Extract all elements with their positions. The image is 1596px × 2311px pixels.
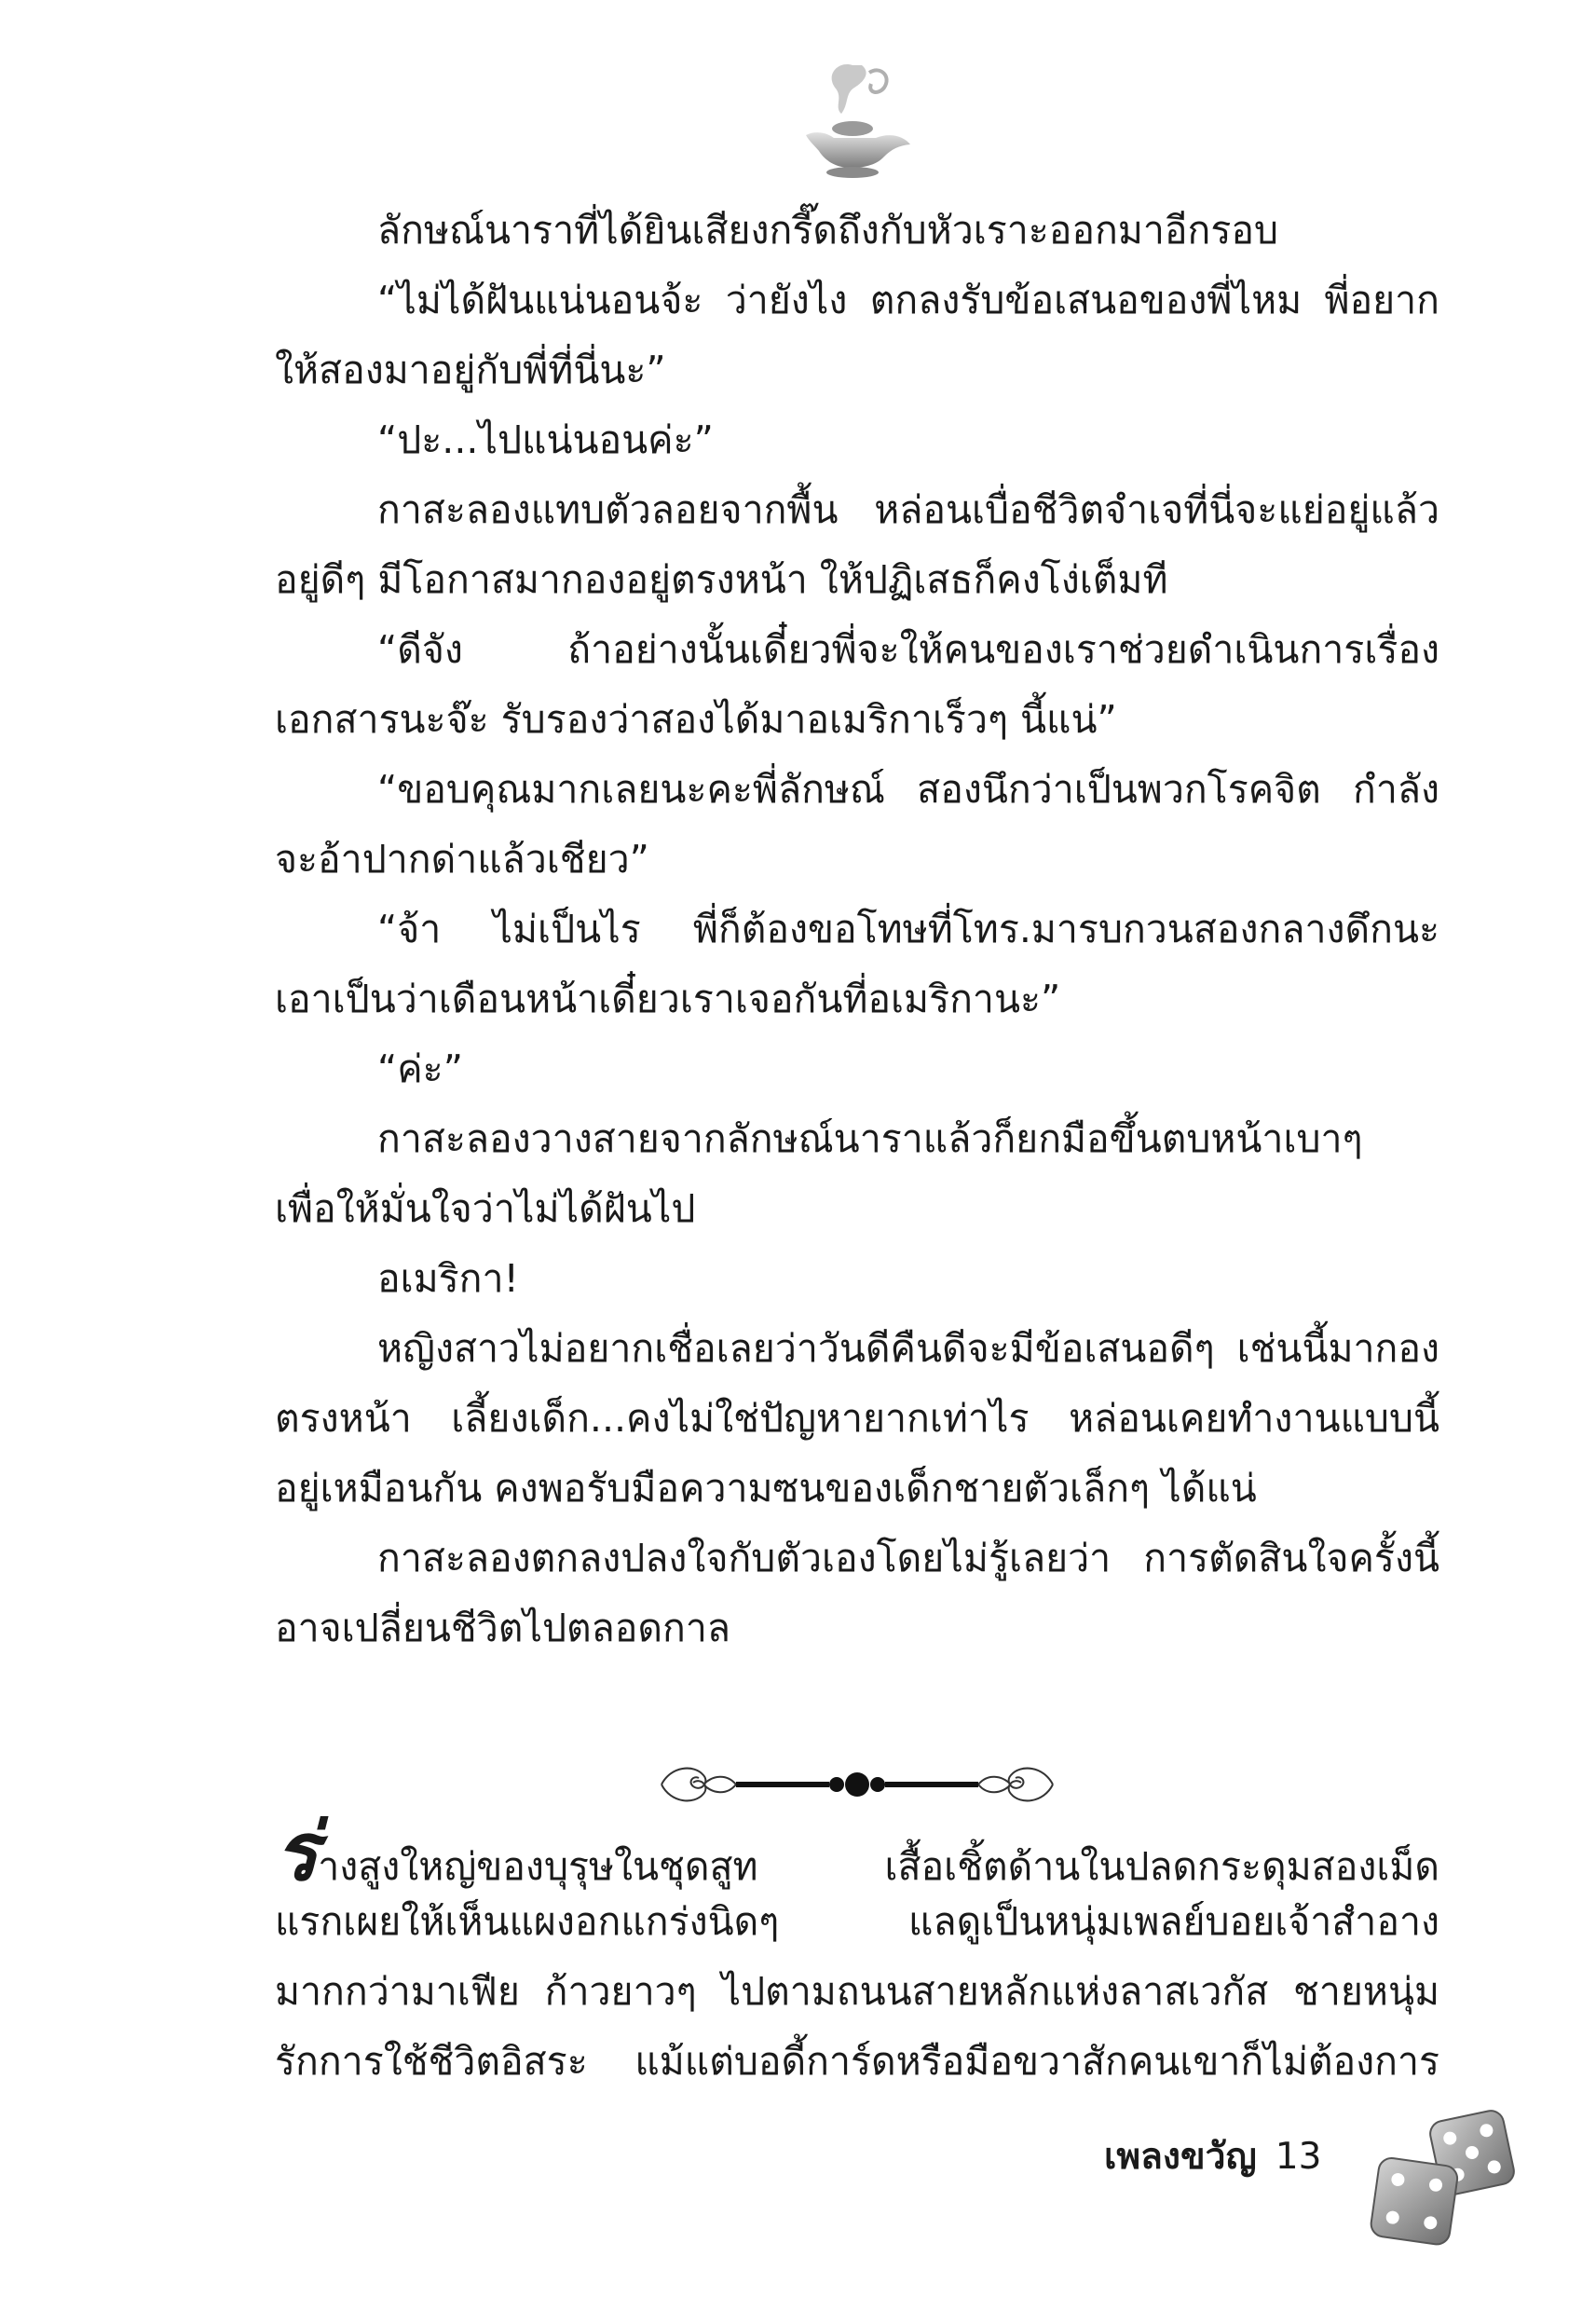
paragraph-line: แรกเผยให้เห็นแผงอกแกร่งนิดๆ แลดูเป็นหนุ่มเพลย์บอยเจ้าสำอาง [275,1899,1439,1944]
drop-cap-line [275,1805,1439,1899]
page-footer [1104,2134,1321,2181]
dice-icon [1360,2101,1523,2250]
paragraph-line: อยู่เหมือนกัน คงพอรับมือความซนของเด็กชายตัวเล็กๆ ได้แน่ [275,1466,1257,1511]
paragraph-line: “ขอบคุณมากเลยนะคะพี่ลักษณ์ สองนึกว่าเป็นพวกโรคจิต กำลัง [377,767,1439,812]
paragraph-line: กาสะลองตกลงปลงใจกับตัวเองโดยไม่รู้เลยว่า การตัดสินใจครั้งนี้ [377,1536,1439,1580]
paragraph-line: “จ้า ไม่เป็นไร พี่ก็ต้องขอโทษที่โทร.มารบกวนสองกลางดึกนะ [377,907,1439,951]
paragraph-line: เอกสารนะจ๊ะ รับรองว่าสองได้มาอเมริกาเร็วๆ นี้แน่” [275,697,1117,742]
paragraph-line: ตรงหน้า เลี้ยงเด็ก...คงไม่ใช่ปัญหายากเท่าไร หล่อนเคยทำงานแบบนี้ [275,1396,1439,1441]
body-text-section-2 [275,1805,1439,2097]
paragraph-line: ให้สองมาอยู่กับพี่ที่นี่นะ” [275,348,666,392]
paragraph-line: างสูงใหญ่ของบุรุษในชุดสูท เสื้อเชิ้ตด้านในปลดกระดุมสองเม็ด [318,1844,1439,1889]
paragraph-line: มากกว่ามาเฟีย ก้าวยาวๆ ไปตามถนนสายหลักแห่งลาสเวกัส ชายหนุ่ม [275,1969,1439,2014]
paragraph-line: จะอ้าปากด่าแล้วเชียว” [275,837,649,882]
drop-cap: ร่ [275,1805,319,1899]
paragraph-line: เพื่อให้มั่นใจว่าไม่ได้ฝันไป [275,1186,696,1231]
paragraph-line: กาสะลองแทบตัวลอยจากพื้น หล่อนเบื่อชีวิตจำเจที่นี่จะแย่อยู่แล้ว [377,487,1439,532]
paragraph-line: ลักษณ์นาราที่ได้ยินเสียงกรี๊ดถึงกับหัวเราะออกมาอีกรอบ [377,208,1279,253]
paragraph-line: “ค่ะ” [377,1046,463,1091]
paragraph-line: กาสะลองวางสายจากลักษณ์นาราแล้วก็ยกมือขึ้นตบหน้าเบาๆ [377,1116,1363,1161]
paragraph-line: รักการใช้ชีวิตอิสระ แม้แต่บอดี้การ์ดหรือมือขวาสักคนเขาก็ไม่ต้องการ [275,2039,1439,2084]
paragraph-line: หญิงสาวไม่อยากเชื่อเลยว่าวันดีคืนดีจะมีข้อเสนอดีๆ เช่นนี้มากอง [377,1326,1439,1371]
paragraph-line: อยู่ดีๆ มีโอกาสมากองอยู่ตรงหน้า ให้ปฏิเสธก็คงโง่เต็มที [275,557,1168,602]
page-number: 13 [1275,2136,1322,2178]
paragraph-line: “ไม่ได้ฝันแน่นอนจ้ะ ว่ายังไง ตกลงรับข้อเสนอของพี่ไหม พี่อยาก [377,278,1439,322]
paragraph-line: “ดีจัง ถ้าอย่างนั้นเดี๋ยวพี่จะให้คนของเราช่วยดำเนินการเรื่อง [377,627,1439,672]
paragraph-line: อาจเปลี่ยนชีวิตไปตลอดกาล [275,1606,730,1650]
genie-lamp-icon [787,56,918,182]
paragraph-line: “ปะ...ไปแน่นอนค่ะ” [377,417,714,462]
flourish-divider-icon [652,1747,1062,1822]
body-text-main [275,196,1439,1663]
paragraph-line: อเมริกา! [377,1256,519,1301]
paragraph-line: เอาเป็นว่าเดือนหน้าเดี๋ยวเราเจอกันที่อเมริกานะ” [275,977,1061,1021]
book-title: เพลงขวัญ [1104,2136,1257,2178]
